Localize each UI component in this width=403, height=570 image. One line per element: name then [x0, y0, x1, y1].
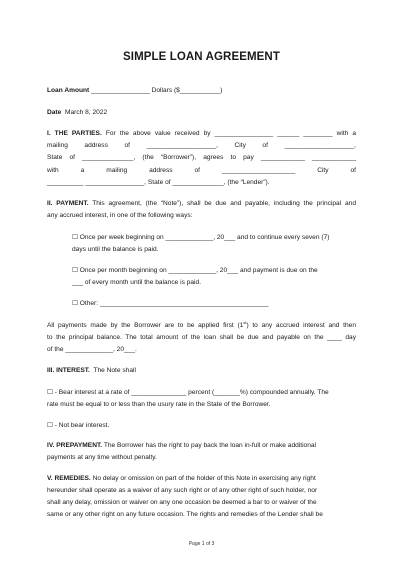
- parties-line-4: with a mailing address of ____________________ City of: [47, 167, 356, 174]
- remedies-line-1: V. REMEDIES. No delay or omission on part of the holder of this Note in exercising any right: [47, 475, 316, 482]
- loan-amount-line: [47, 86, 222, 95]
- loan-amount-label: Loan Amount: [47, 87, 90, 94]
- loan-amount-dollars: Dollars ($___________): [151, 87, 223, 94]
- prepayment-line-2: payments at any time without penalty.: [47, 454, 157, 461]
- interest-heading: III. INTEREST.: [47, 367, 90, 374]
- payment-line-1: II. PAYMENT. This agreement, (the “Note”), shall be due and payable, including the principal and: [47, 200, 356, 207]
- parties-line-3: State of ______________, (the “Borrower”), agrees to pay ____________ ____________: [47, 154, 356, 161]
- payment-option-other[interactable]: ☐ Other: ______________________________________________: [72, 300, 269, 307]
- parties-heading: I. THE PARTIES.: [47, 130, 102, 137]
- interest-option-not-bear[interactable]: ☐ - Not bear interest.: [47, 422, 110, 429]
- date-label: Date: [47, 109, 62, 116]
- payment-option-weekly-cont: days until the balance is paid.: [72, 246, 159, 253]
- date-line: [47, 108, 107, 117]
- loan-amount-blank: ________________: [91, 87, 150, 94]
- remedies-line-4: same or any other right on any future occasion. The rights and remedies of the Lender shall be: [47, 511, 323, 518]
- date-value: March 8, 2022: [64, 109, 108, 116]
- remedies-line-3: shall any delay, omission or waiver on any one occasion be deemed a bar to or waiver of the: [47, 499, 317, 506]
- remedies-heading: V. REMEDIES.: [47, 475, 91, 482]
- payment-heading: II. PAYMENT.: [47, 200, 89, 207]
- payment-option-monthly[interactable]: ☐ Once per month beginning on _____________, 20___ and payment is due on the: [72, 267, 318, 274]
- payment-option-weekly[interactable]: ☐ Once per week beginning on _____________, 20___ and to continue every seven (7): [72, 234, 330, 241]
- payment-paragraph-line-3: of the _____________, 20___.: [47, 346, 137, 353]
- parties-line-2: mailing address of ___________________, City of ___________________,: [47, 142, 356, 149]
- payment-option-monthly-cont: ___ of every month until the balance is paid.: [72, 279, 202, 286]
- page-number: Page 1 of 3: [188, 541, 215, 547]
- prepayment-line-1: IV. PREPAYMENT. The Borrower has the right to pay back the loan in-full or make additional: [47, 442, 317, 449]
- interest-option-bear[interactable]: ☐ - Bear interest at a rate of _______________ percent (_______%) compounded annually. The: [47, 389, 329, 396]
- document-title: SIMPLE LOAN AGREEMENT: [123, 51, 280, 63]
- payment-line-2: any accrued interest, in one of the following ways:: [47, 212, 193, 219]
- interest-option-bear-cont: rate must be equal to or less than the usury rate in the State of the Borrower.: [47, 401, 271, 408]
- payment-paragraph-line-2: to the principal balance. The total amount of the loan shall be due and payable on the ____ day: [47, 334, 356, 341]
- parties-line-1: I. THE PARTIES. For the above value received by ________________ ______ ________ with a: [47, 130, 356, 137]
- parties-line-5: __________ ________________, State of ______________, (the “Lender”).: [47, 179, 270, 186]
- interest-line: III. INTEREST. The Note shall: [47, 367, 136, 374]
- prepayment-heading: IV. PREPAYMENT.: [47, 442, 103, 449]
- remedies-line-2: hereunder shall operate as a waiver of any such right or of any other right of such holder, nor: [47, 487, 318, 494]
- payment-paragraph-line-1: All payments made by the Borrower are to be applied first (1st) to any accrued interest and then: [47, 319, 356, 329]
